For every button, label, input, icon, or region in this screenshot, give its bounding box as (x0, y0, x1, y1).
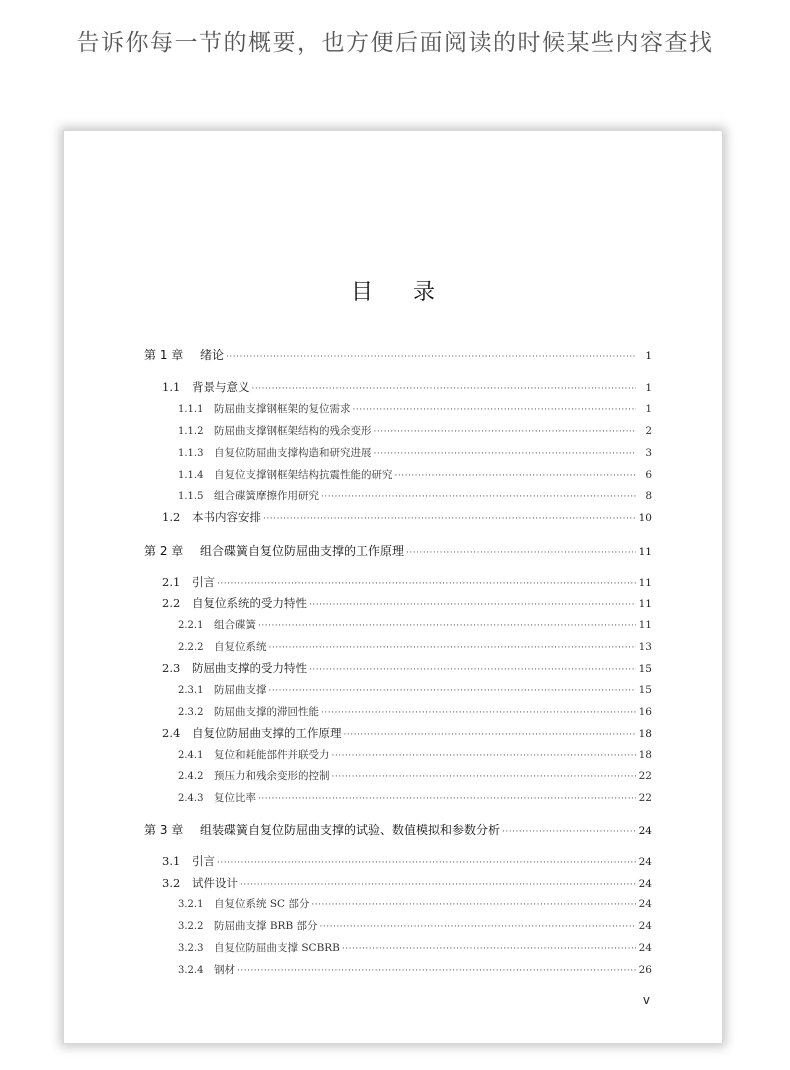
toc-page: 1 (645, 403, 652, 415)
dot-leader (269, 643, 637, 653)
dot-leader (395, 471, 637, 481)
toc-section[interactable] (162, 853, 652, 869)
dot-leader (258, 794, 636, 804)
toc-title: 防屈曲支撑 BRB 部分 (214, 920, 318, 932)
toc-title: 引言 (192, 575, 215, 589)
dot-leader (332, 772, 637, 782)
toc-page: 22 (638, 770, 652, 782)
toc-page: 1 (645, 350, 652, 362)
toc-subsection[interactable] (178, 617, 652, 632)
toc-subsection[interactable] (178, 962, 652, 977)
dot-leader (309, 600, 636, 610)
toc-section[interactable] (162, 574, 652, 590)
toc-number: 第 2 章 (144, 544, 184, 558)
toc-number: 1.1.5 (178, 491, 204, 502)
toc-title: 预压力和残余变形的控制 (214, 770, 330, 782)
toc-number: 1.1.4 (178, 470, 204, 481)
toc-title: 自复位防屈曲支撑 SCBRB (214, 942, 340, 954)
dot-leader (374, 449, 637, 459)
toc-number: 2.4.2 (178, 771, 204, 782)
toc-section[interactable] (162, 379, 652, 395)
toc-number: 2.4 (162, 726, 181, 740)
dot-leader (240, 880, 636, 890)
toc-title: 本书内容安排 (192, 510, 261, 524)
toc-subsection[interactable] (178, 940, 652, 955)
toc-title: 防屈曲支撑钢框架结构的残余变形 (214, 425, 372, 437)
dot-leader (252, 384, 637, 394)
toc-title: 复位和耗能部件并联受力 (214, 749, 330, 761)
toc-title: 引言 (192, 854, 215, 868)
toc-subsection[interactable] (178, 747, 652, 762)
toc-title: 自复位系统 SC 部分 (214, 898, 310, 910)
toc-title: 组合碟簧摩擦作用研究 (214, 490, 319, 502)
toc-page: 24 (638, 942, 652, 954)
dot-leader (374, 427, 637, 437)
toc-number: 2.2.1 (178, 620, 204, 631)
dot-leader (332, 751, 637, 761)
toc-subsection[interactable] (178, 682, 652, 697)
dot-leader (217, 579, 636, 589)
toc-title: 钢材 (214, 964, 235, 976)
toc-title: 防屈曲支撑 (214, 684, 267, 696)
toc-section[interactable] (162, 660, 652, 676)
toc-page: 6 (645, 469, 652, 481)
toc-number: 3.2.4 (178, 965, 204, 976)
toc-number: 3.2 (162, 876, 181, 890)
dot-leader (502, 827, 636, 837)
toc-subsection[interactable] (178, 445, 652, 460)
toc-chapter-2[interactable] (144, 542, 652, 559)
toc-subsection[interactable] (178, 639, 652, 654)
toc-page: 24 (638, 825, 652, 837)
toc-number: 3.2.2 (178, 921, 204, 932)
toc-title: 自复位系统 (214, 641, 267, 653)
toc-number: 2.3 (162, 661, 181, 675)
toc-section[interactable] (162, 509, 652, 525)
dot-leader (321, 708, 636, 718)
toc-number: 1.2 (162, 510, 181, 524)
toc-page: 22 (638, 792, 652, 804)
dot-leader (309, 665, 636, 675)
toc-number: 2.3.2 (178, 707, 204, 718)
toc-page: 8 (645, 490, 652, 502)
toc-page: 11 (638, 619, 652, 631)
dot-leader (406, 548, 636, 558)
toc-page: 24 (638, 898, 652, 910)
toc-number: 1.1.3 (178, 448, 204, 459)
toc-title: 防屈曲支撑钢框架的复位需求 (214, 403, 351, 415)
toc-subsection[interactable] (178, 918, 652, 933)
page-title: 目录 (350, 280, 475, 305)
dot-leader (321, 492, 636, 502)
toc-number: 3.1 (162, 854, 181, 868)
toc-number: 3.2.1 (178, 899, 204, 910)
toc-subsection[interactable] (178, 401, 652, 416)
dot-leader (217, 858, 636, 868)
toc-subsection[interactable] (178, 896, 652, 911)
toc-title: 防屈曲支撑的滞回性能 (214, 706, 319, 718)
toc-subsection[interactable] (178, 423, 652, 438)
toc-number: 第 3 章 (144, 823, 184, 837)
toc-page: 11 (638, 598, 652, 610)
toc-page: 1 (645, 382, 652, 394)
dot-leader (320, 922, 636, 932)
toc-chapter-3[interactable] (144, 821, 652, 838)
toc-page: 10 (638, 512, 652, 524)
toc-title: 试件设计 (192, 876, 238, 890)
toc-title: 组装碟簧自复位防屈曲支撑的试验、数值模拟和参数分析 (200, 823, 501, 837)
dot-leader (353, 405, 637, 415)
toc-subsection[interactable] (178, 768, 652, 783)
toc-page: 15 (638, 663, 652, 675)
toc-page: 2 (645, 425, 652, 437)
toc-page: 11 (638, 546, 652, 558)
dot-leader (311, 900, 636, 910)
toc-page: 18 (638, 749, 652, 761)
toc-number: 3.2.3 (178, 943, 204, 954)
toc-page: 16 (638, 706, 652, 718)
toc-number: 2.2.2 (178, 642, 204, 653)
toc-title: 背景与意义 (192, 380, 250, 394)
toc-title: 自复位防屈曲支撑构造和研究进展 (214, 447, 372, 459)
toc-subsection[interactable] (178, 488, 652, 503)
toc-page: 13 (638, 641, 652, 653)
dot-leader (258, 621, 636, 631)
toc-subsection[interactable] (178, 467, 652, 482)
dot-leader (342, 944, 636, 954)
book-page (64, 131, 722, 1043)
toc-number: 1.1.2 (178, 426, 204, 437)
toc-page: 24 (638, 856, 652, 868)
toc-chapter-1[interactable] (144, 346, 652, 363)
dot-leader (269, 686, 637, 696)
toc-title: 防屈曲支撑的受力特性 (192, 661, 307, 675)
toc-section[interactable] (162, 875, 652, 891)
dot-leader (263, 514, 636, 524)
toc-title: 组合碟簧 (214, 619, 256, 631)
toc-page: 18 (638, 728, 652, 740)
toc-page: 26 (638, 964, 652, 976)
toc-page: 11 (638, 577, 652, 589)
toc-subsection[interactable] (178, 704, 652, 719)
toc-title: 复位比率 (214, 792, 256, 804)
toc-title: 自复位系统的受力特性 (192, 596, 307, 610)
dot-leader (237, 966, 636, 976)
dot-leader (226, 352, 636, 362)
toc-number: 2.3.1 (178, 685, 204, 696)
toc-number: 2.4.3 (178, 793, 204, 804)
toc-number: 2.1 (162, 575, 181, 589)
toc-title: 组合碟簧自复位防屈曲支撑的工作原理 (200, 544, 405, 558)
toc-title: 自复位防屈曲支撑的工作原理 (192, 726, 342, 740)
toc-number: 2.4.1 (178, 750, 204, 761)
toc-number: 2.2 (162, 596, 181, 610)
toc-title: 绪论 (200, 348, 225, 362)
toc-page: 15 (638, 684, 652, 696)
banner-caption: 告诉你每一节的概要，也方便后面阅读的时候某些内容查找 (76, 30, 714, 56)
toc-section[interactable] (162, 595, 652, 611)
toc-title: 自复位支撑钢框架结构抗震性能的研究 (214, 469, 393, 481)
toc-number: 1.1.1 (178, 404, 204, 415)
toc-page: 3 (645, 447, 652, 459)
toc-section[interactable] (162, 725, 652, 741)
toc-number: 第 1 章 (144, 348, 184, 362)
dot-leader (344, 730, 637, 740)
page-folio: v (642, 993, 650, 1007)
toc-number: 1.1 (162, 380, 181, 394)
toc-page: 24 (638, 878, 652, 890)
toc-page: 24 (638, 920, 652, 932)
toc-subsection[interactable] (178, 790, 652, 805)
